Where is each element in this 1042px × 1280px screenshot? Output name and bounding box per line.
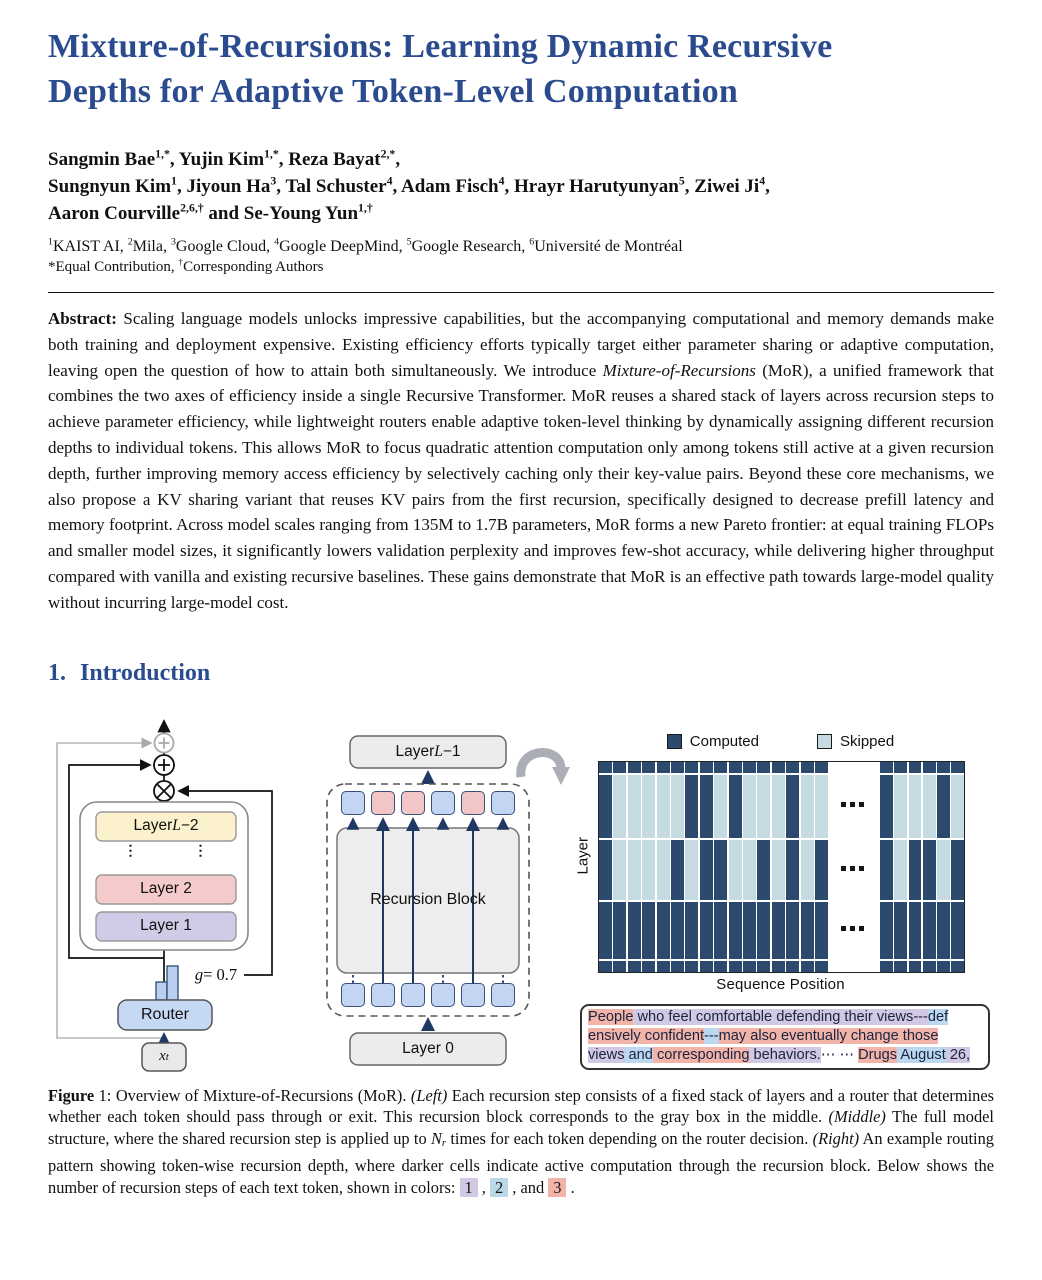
section-number: 1. (48, 659, 66, 686)
x-axis-label: Sequence Position (716, 975, 845, 993)
layer-0-label: Layer 0 (402, 1039, 454, 1057)
ellipsis-dots (841, 926, 864, 931)
legend-item-computed (667, 733, 759, 750)
token-square (371, 983, 395, 1007)
token-recursion-text-box (580, 1004, 990, 1070)
token-square (491, 791, 515, 815)
router-score-bar-small (156, 982, 167, 1000)
token-square (461, 791, 485, 815)
token-squares-bottom (341, 983, 515, 1007)
layer-l-2-label: Layer L −2 (133, 817, 199, 835)
abstract-paragraph: Abstract: Scaling language models unlocks impressive capabilities, but the accompanying computational and memory demands make both training and deployment expensive. Existing efficiency efforts typically target either parameter sharing or adaptive computation, leaving open the question of how to attain both simultaneously. We introduce Mixture-of-Recursions (MoR), a unified framework that combines the two axes of efficiency inside a single Recursive Transformer. MoR reuses a shared stack of layers across recursion steps to achieve parameter efficiency, while lightweight routers enable adaptive token-level thinking by dynamically assigning different recursion depths to individual tokens. This allows MoR to focus quadratic attention computation only among tokens still active at a given recursion depth, further improving memory access efficiency by selectively caching only their key-value pairs. Beyond these core mechanisms, we also propose a KV sharing variant that reuses KV pairs from the first recursion, specifically designed to decrease prefill latency and memory footprint. Across model scales ranging from 135M to 1.7B parameters, MoR forms a new Pareto frontier: at equal training FLOPs and smaller model sizes, it significantly lowers validation perplexity and improves few-shot accuracy, while delivering higher throughput compared with vanilla and existing recursive baselines. These gains demonstrate that MoR is an effective path towards large-model quality without incurring large-model cost. (48, 309, 994, 612)
token: views (588, 1047, 625, 1064)
figure-middle-diagram (325, 713, 575, 1081)
input-token-label: x t (159, 1048, 169, 1065)
layer-l-1-label: Layer L −1 (395, 742, 461, 760)
affiliation-list: $^1$KAIST AI, $^2$Mila, $^3$Google Cloud, $^4$Google DeepMind, $^5$Google Research, $^6$Université de Montréal (48, 236, 683, 255)
section-title: Introduction (80, 659, 211, 686)
token: def (927, 1008, 949, 1025)
token: Drugs (858, 1047, 898, 1064)
router-score-bar-tall (167, 966, 178, 1000)
recursion-arrow-icon (521, 752, 561, 776)
gate-value-label: g = 0.7 (194, 964, 238, 984)
legend-computed-label: Computed (689, 732, 759, 750)
ellipsis-dots (841, 802, 864, 807)
horizontal-rule (48, 292, 994, 293)
authors (48, 146, 994, 227)
token-square (431, 791, 455, 815)
authors-line2: Sungnyun Kim$^1$, Jiyoun Ha$^3$, Tal Schuster$^4$, Adam Fisch$^4$, Hrayr Harutyunyan$^5$, Ziwei Ji$^4$, (48, 174, 770, 197)
token-square (371, 791, 395, 815)
computed-swatch-icon (667, 734, 682, 749)
legend-item-skipped (817, 733, 894, 750)
heatmap-legend (598, 733, 963, 750)
token: corresponding (652, 1047, 750, 1064)
routing-pattern-heatmap (598, 761, 965, 973)
token: ⋯ ⋯ (820, 1047, 859, 1064)
skipped-swatch-icon (817, 734, 832, 749)
authors-line1: Sangmin Bae$^{1,*}$, Yujin Kim$^{1,*}$, Reza Bayat$^{2,*}$, (48, 147, 401, 170)
layer-1-label: Layer 1 (140, 917, 192, 935)
token-squares-top (341, 791, 515, 815)
token-square (341, 791, 365, 815)
token: ensively confident (588, 1027, 705, 1044)
token-square (491, 983, 515, 1007)
token: behaviors. (749, 1047, 821, 1064)
layer-2-label: Layer 2 (140, 880, 192, 898)
figure-1 (48, 713, 994, 1085)
section-heading-introduction (48, 660, 994, 687)
affiliation-notes: *Equal Contribution, †Corresponding Authors (48, 258, 324, 275)
router-label: Router (140, 1005, 190, 1023)
figure-right-diagram (574, 713, 992, 1081)
figure-left-diagram (44, 713, 328, 1081)
token: August (897, 1047, 946, 1064)
token-square (341, 983, 365, 1007)
token: and (624, 1047, 653, 1064)
legend-skipped-label: Skipped (840, 732, 895, 750)
token: People (588, 1008, 634, 1025)
paper-title (48, 0, 994, 114)
token: --- (704, 1027, 719, 1044)
page-content (48, 0, 994, 1199)
token-square (401, 983, 425, 1007)
token-square (401, 791, 425, 815)
ellipsis-dots (841, 866, 864, 871)
token-square (461, 983, 485, 1007)
token-square (431, 983, 455, 1007)
token: may also eventually change those (718, 1027, 939, 1044)
recursion-block-label: Recursion Block (370, 891, 486, 909)
affiliations (48, 236, 994, 277)
authors-line3: Aaron Courville$^{2,6,\dagger}$ and Se-Young Yun$^{1,\dagger}$ (48, 201, 373, 224)
figure-1-caption: Figure 1: Overview of Mixture-of-Recursions (MoR). (Left) Each recursion step consists of a fixed stack of layers and a router that determines whether each token should pass through or exit. This recursion block corresponds to the gray box in the middle. (Middle) The full model structure, where the shared recursion step is applied up to Nr times for each token depending on the router decision. (Right) An example routing pattern showing token-wise recursion depth, where darker cells indicate active computation through the recursion block. Below shows the number of recursion steps of each text token, shown in colors: 1 , 2 , and 3 . (48, 1085, 995, 1197)
paper-title-line1: Mixture-of-Recursions: Learning Dynamic Recursive (48, 28, 833, 65)
token: who feel comfortable defending their views--- (633, 1008, 928, 1025)
y-axis-label: Layer (574, 836, 592, 875)
layer-ellipsis-dots: ⋮ ⋮ (123, 843, 209, 859)
paper-title-line2: Depths for Adaptive Token-Level Computation (48, 73, 738, 110)
token: 26, (945, 1047, 971, 1064)
